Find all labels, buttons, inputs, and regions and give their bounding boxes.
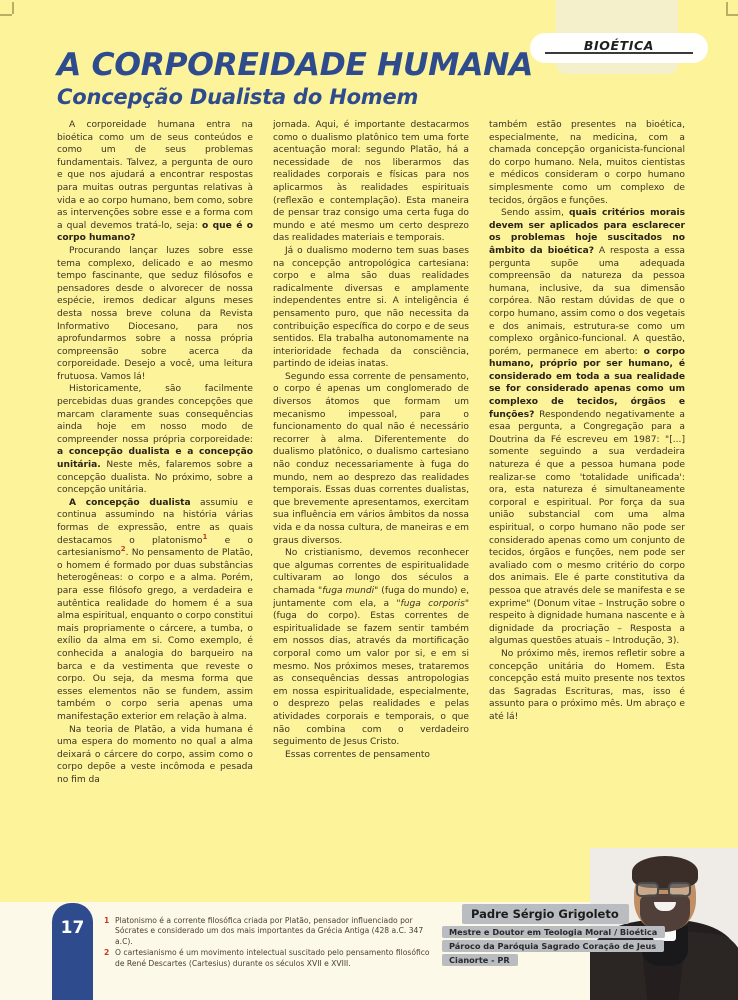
footnote-marker: 1 [104,915,110,925]
crop-mark-top-right-vertical [726,2,728,14]
eyeglasses-left-lens-icon [636,882,659,897]
footnote-ref-1: 1 [202,532,208,541]
crop-mark-top-right-horizontal [726,14,738,16]
page-title: A CORPOREIDADE HUMANA [57,47,534,83]
paragraph: jornada. Aqui, é importante destacarmos como o dualismo platônico tem uma forte acentuação moral: segundo Platão, há a necessidade de nos liberarmos das realidades corporais e físicas para nos aplicarmos às realidades espirituais (reflexão e contemplação). Esta maneira de pensar traz consigo uma certa fuga do mundo e até mesmo um certo desprezo das realidades materiais e temporais. [273,120,469,244]
eyeglasses-right-lens-icon [668,882,691,897]
article-body [57,119,685,899]
paragraph: Procurando lançar luzes sobre esse tema complexo, delicado e ao mesmo tempo fascinante, que seduz filósofos e pensadores desde o alvorecer de nossa espécie, iremos dedicar alguns meses desta nossa breve coluna da Revista Informativo Diocesano, para nos aprofundarmos sobre a nossa própria compreensão sobre acerca da corporeidade. Desejo a você, uma leitura frutuosa. Vamos lá! [57,245,253,382]
paragraph: Historicamente, são facilmente percebidas duas grandes concepções que marcam claramente suas consequências ainda hoje em nosso modo de compreender nossa própria corporeidade: a concepção dualista e a concepção unitária. Neste mês, falaremos sobre a concepção dualista. No próximo, sobre a concepção unitária. [57,384,253,496]
footnote-ref-2: 2 [120,545,126,554]
page-subtitle: Concepção Dualista do Homem [57,85,419,109]
author-location: Cianorte - PR [442,954,518,966]
paragraph: Sendo assim, quais critérios morais devem ser aplicados para esclarecer os problemas hoje suscitados no âmbito da bioética? A resposta a essa pergunta supõe uma adequada compreensão da natureza da pessoa humana, inclusive, da sua dimensão corpórea. Não restam dúvidas de que o corpo humano, assim como o dos vegetais e dos animais, estrutura-se como um complexo orgânico-funcional. A questão, porém, permanece em aberto: o corpo humano, próprio por ser humano, é considerado em toda a sua realidade se for considerado apenas como um complexo de tecidos, órgãos e funções? Respondendo negativamente a esaa pergunta, a Congregação para a Doutrina da Fé escreveu em 1987: "[...] somente seguindo a sua verdadeira natureza é que a pessoa humana pode realizar-se como 'totalidade unificada': ora, esta natureza é simultaneamente corporal e espiritual. Por força da sua união substancial com uma alma espiritual, o corpo humano não pode ser considerado apenas como um conjunto de tecidos, órgãos e funções, nem pode ser avaliado com o mesmo critério do corpo dos animais. Ele é parte constitutiva da pessoa que através dele se manifesta e se exprime" (Donum vitae – Instrução sobre o respeito à dignidade humana nascente e à dignidade da procriação – Resposta a algumas questões atuais – Introdução, 3). [489,208,685,647]
footnote-item [104,948,434,969]
badge-underline [545,52,693,54]
text-column-3 [489,119,685,899]
paragraph: A concepção dualista assumiu e continua assumindo na história várias formas de expressão, entre as quais destacamos o platonismo$^1$ e o cartesianismo$^2$. No pensamento de Platão, o homem é formado por duas substâncias heterogêneas: o corpo e a alma. Porém, para esse filósofo grego, a verdadeira e autêntica realidade do homem é a sua alma espiritual, enquanto o corpo constitui mais propriamente o cárcere, a tumba, o exílio da alma em si. Como exemplo, é conhecida a analogia do barqueiro na barca e da vestimenta que reveste o corpo. Ou seja, da mesma forma que esses elementos não se fundem, assim também o corpo seria apenas uma manifestação exterior em relação à alma. [57,497,253,722]
eyeglasses-bridge-icon [659,888,668,890]
paragraph: A corporeidade humana entra na bioética como um de seus conteúdos e como um de seus problemas fundamentais. Talvez, a pergunta de ouro e que nos ajudará a encontrar respostas para muitas outras perguntas relativas à vida e ao corpo humano, bem como, sobre as intervenções sobre esse e a forma com a qual devemos tratá-lo, seja: o que é o corpo humano? [57,120,253,244]
crop-mark-top-left-horizontal [0,14,12,16]
paragraph: Segundo essa corrente de pensamento, o corpo é apenas um conglomerado de diversos átomos que formam um mecanismo impessoal, para o funcionamento do qual não é necessário recorrer à alma. Diferentemente do dualismo platônico, o dualismo cartesiano não conduz necessariamente à fuga do mundo, nem ao desprezo das realidades temporais. Essas duas correntes dualistas, que brevemente apresentamos, exercitam sua influência em vários âmbitos da nossa vida e da nossa cultura, de maneiras e em graus diversos. [273,371,469,546]
footnote-marker: 2 [104,948,110,957]
paragraph: No próximo mês, iremos refletir sobre a concepção unitária do Homem. Esta concepção está muito presente nos textos das Sagradas Escrituras, mas, isso é assunto para o próximo mês. Um abraço e até lá! [489,648,685,722]
footnotes-list [104,916,434,971]
footnote-item [104,916,434,948]
author-photo [590,848,738,1000]
paragraph: No cristianismo, devemos reconhecer que algumas correntes de espiritualidade cultivaram ao longo dos séculos a chamada "fuga mundi" (fuga do mundo) e, juntamente com ela, a "fuga corporis" (fuga do corpo). Estas correntes de espiritualidade se fazem sentir também em nossos dias, através da mortificação corporal como um valor por si, e em si mesmo. Nos próximos meses, trataremos as consequências dessas antropologias em nossa espiritualidade, especialmente, o desprezo pelas realidades e pelas atividades corporais e temporais, o que não combina com o verdadeiro seguimento de Jesus Cristo. [273,548,469,748]
text-column-1 [57,119,253,899]
paragraph: Essas correntes de pensamento [285,749,430,760]
text-column-2 [273,119,469,899]
paragraph: também estão presentes na bioética, especialmente, na medicina, com a chamada concepção organicista-funcional do corpo humano. Nela, muitos cientistas e médicos consideram o corpo humano simplesmente como um complexo de tecidos, órgãos e funções. [489,120,685,206]
crop-mark-top-left-vertical [12,2,14,14]
footnote-text: Platonismo é a corrente filosófica criada por Platão, pensador influenciado por Sócrates e considerado um dos mais importantes da Grécia Antiga (428 a.C. 347 a.C). [115,915,424,946]
footnote-text: O cartesianismo é um movimento intelectual suscitado pelo pensamento filosófico de René Descartes (Cartesius) durante os séculos XVII e XVIII. [115,948,430,968]
page-number: 17 [60,918,85,938]
author-credential-1: Mestre e Doutor em Teologia Moral / Bioética [442,926,665,938]
paragraph: Na teoria de Platão, a vida humana é uma espera do momento no qual a alma deixará o cárcere do corpo, assim como o corpo depõe a veste incômoda e pesada no fim da [57,724,253,785]
author-name: Padre Sérgio Grigoleto [462,904,629,924]
author-photo-image [590,848,738,1000]
paragraph: Já o dualismo moderno tem suas bases na concepção antropológica cartesiana: corpo e alma são duas realidades radicalmente diversas e amplamente independentes entre si. A inteligência é pensamento puro, que não necessita da contribuição específica do corpo e de seus sentidos. Ela trabalha autonomamente na interioridade fechada da consciência, partindo de ideias inatas. [273,245,469,370]
section-badge-label: BIOÉTICA [583,37,655,53]
author-credential-2: Pároco da Paróquia Sagrado Coração de Jeus [442,940,664,952]
section-badge [530,33,708,63]
